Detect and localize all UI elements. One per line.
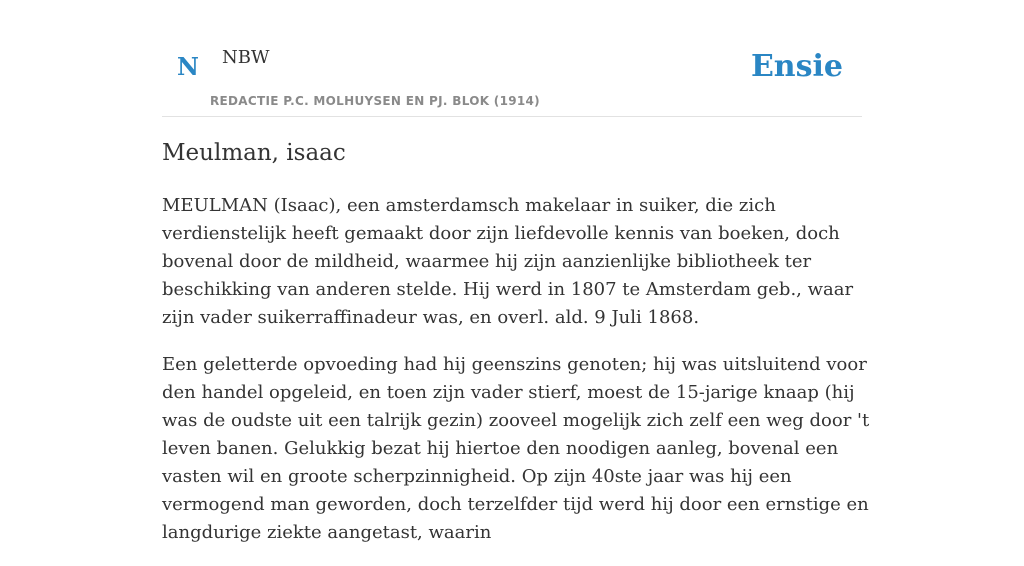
brand-logo[interactable]: Ensie [750, 49, 843, 84]
paragraph: MEULMAN (Isaac), een amsterdamsch makelaar in suiker, die zich verdienstelijk heeft gemaakt door zijn liefdevolle kennis van boeken, doch bovenal door de mildheid, waarmee hij zijn aanzienlijke bibliotheek ter beschikking van anderen stelde. Hij werd in 1807 te Amsterdam geb., waar zijn vader suikerraffinadeur was, en overl. ald. 9 Juli 1868. [162, 195, 854, 328]
entry-body [162, 192, 872, 566]
source-subtitle: REDACTIE P.C. MOLHUYSEN EN PJ. BLOK (1914) [210, 94, 540, 108]
article-page [162, 0, 870, 543]
paragraph: Een geletterde opvoeding had hij geenszins genoten; hij was uitsluitend voor den handel opgeleid, en toen zijn vader stierf, moest de 15-jarige knaap (hij was de oudste uit een talrijk gezin) zooveel mogelijk zich zelf een weg door 't leven banen. Gelukkig bezat hij hiertoe den noodigen aanleg, bovenal een vasten wil en groote scherpzinnigheid. Op zijn 40ste jaar was hij een vermogend man geworden, doch terzelfder tijd werd hij door een ernstige en langdurige ziekte aangetast, waarin [162, 354, 870, 543]
source-logo[interactable]: N [177, 52, 199, 81]
source-title[interactable]: NBW [222, 47, 270, 68]
entry-title: Meulman, isaac [162, 140, 346, 166]
source-header [162, 0, 862, 117]
